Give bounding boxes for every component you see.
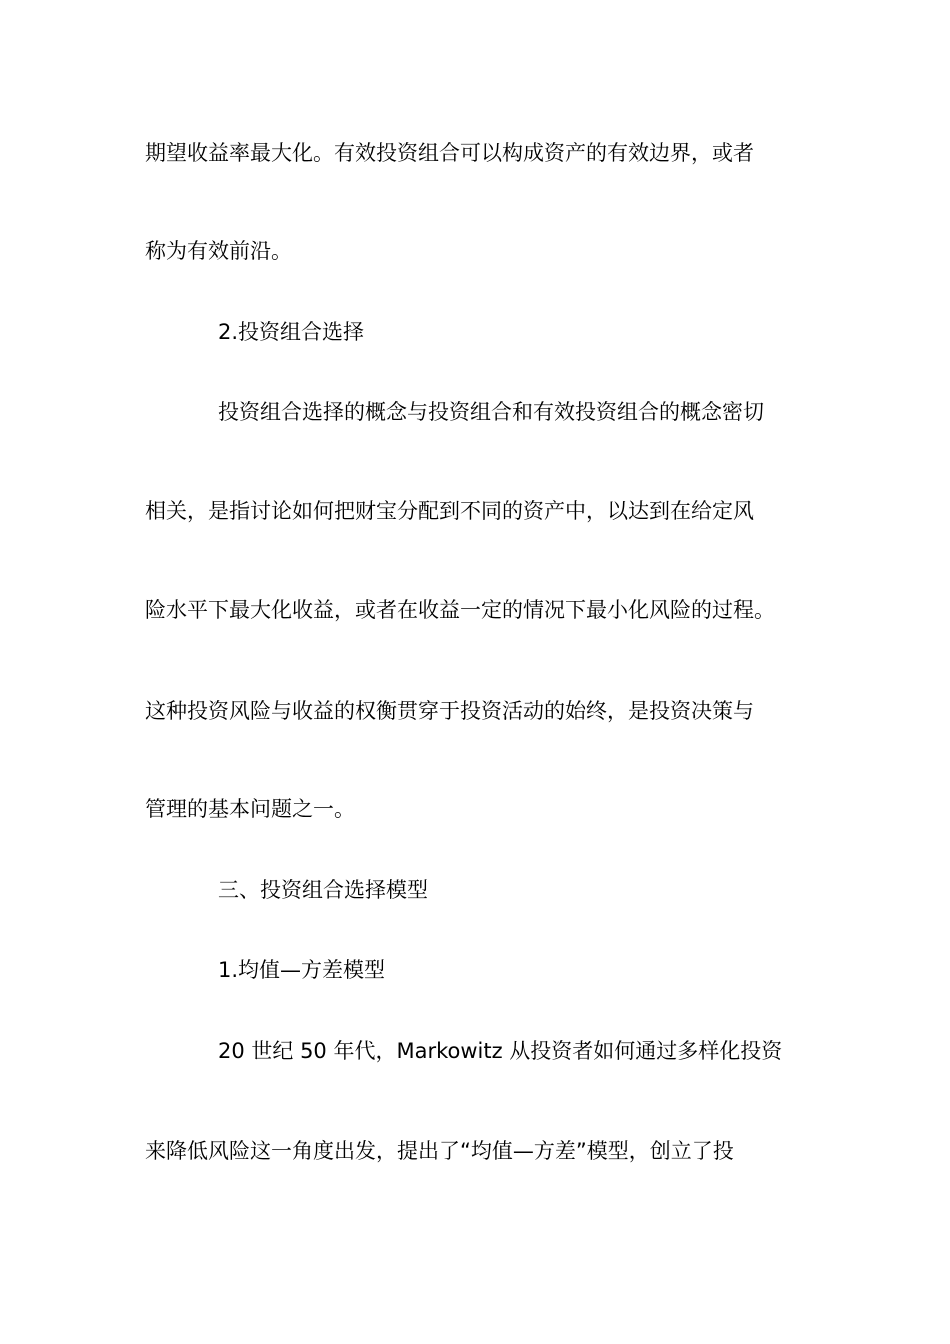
paragraph-line: 相关，是指讨论如何把财宝分配到不同的资产中，以达到在给定风 — [145, 499, 754, 523]
section-heading: 2.投资组合选择 — [218, 320, 365, 344]
paragraph-line: 管理的基本问题之一。 — [145, 797, 355, 821]
paragraph-line: 险水平下最大化收益，或者在收益一定的情况下最小化风险的过程。 — [145, 598, 775, 622]
paragraph-line: 期望收益率最大化。有效投资组合可以构成资产的有效边界，或者 — [145, 141, 754, 165]
paragraph-line: 称为有效前沿。 — [145, 239, 292, 263]
section-heading: 三、投资组合选择模型 — [218, 878, 428, 902]
paragraph-line: 这种投资风险与收益的权衡贯穿于投资活动的始终，是投资决策与 — [145, 699, 754, 723]
subsection-heading: 1.均值—方差模型 — [218, 958, 386, 982]
paragraph-line: 20 世纪 50 年代，Markowitz 从投资者如何通过多样化投资 — [218, 1039, 783, 1063]
paragraph-line: 投资组合选择的概念与投资组合和有效投资组合的概念密切 — [218, 400, 764, 424]
paragraph-line: 来降低风险这一角度出发，提出了“均值—方差”模型，创立了投 — [145, 1139, 734, 1163]
